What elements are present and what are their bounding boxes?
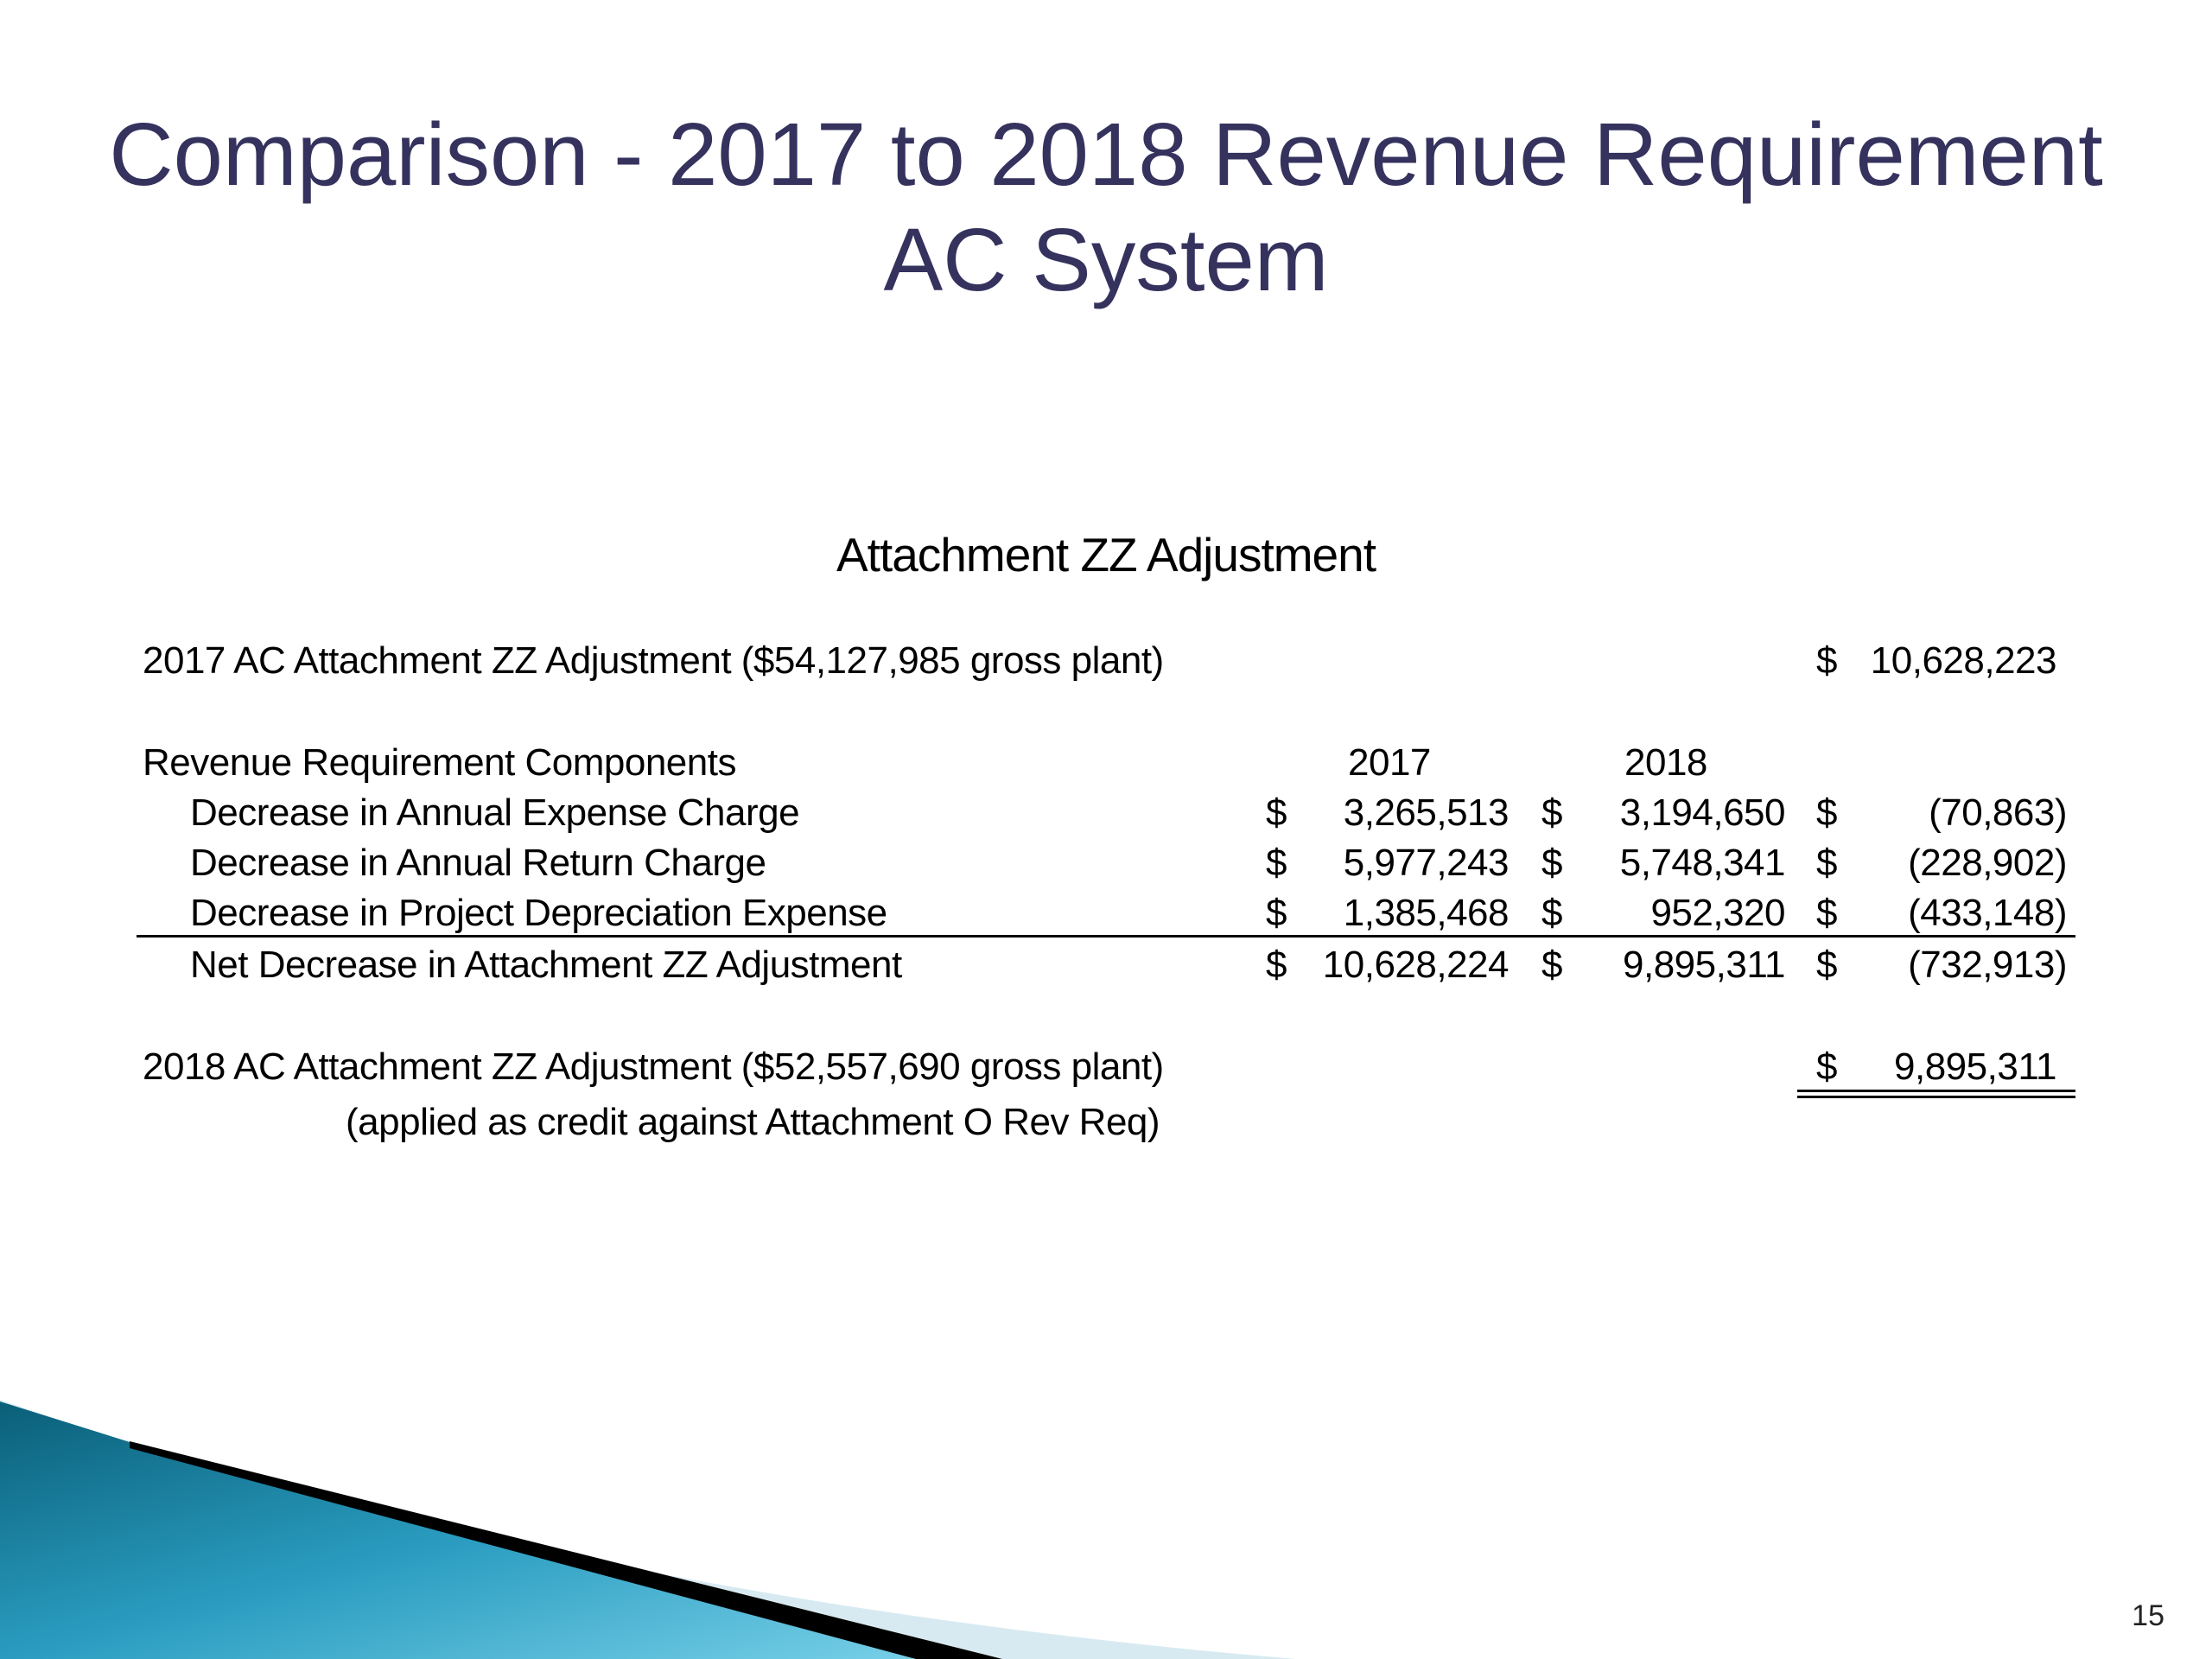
- closing-note: (applied as credit against Attachment O Rev Req): [346, 1101, 1160, 1143]
- currency-sign: $: [1541, 791, 1562, 834]
- closing-value: 9,895,311: [1894, 1046, 2056, 1088]
- row-2018-value: 952,320: [1650, 892, 1785, 934]
- row-label: Decrease in Annual Expense Charge: [190, 791, 800, 834]
- row-diff-value: (433,148): [1908, 892, 2067, 934]
- row-diff-value: (70,863): [1929, 791, 2067, 834]
- row-2018-value: 3,194,650: [1619, 791, 1785, 834]
- net-diff-value: (732,913): [1908, 944, 2067, 986]
- row-diff-value: (228,902): [1908, 842, 2067, 884]
- currency-sign: $: [1266, 892, 1287, 934]
- net-2018-value: 9,895,311: [1623, 944, 1785, 986]
- currency-sign: $: [1816, 944, 1837, 986]
- opening-value: 10,628,223: [1870, 639, 2056, 682]
- currency-sign: $: [1266, 842, 1287, 884]
- row-2017-value: 5,977,243: [1343, 842, 1509, 884]
- currency-sign: $: [1816, 791, 1837, 834]
- row-2017-value: 1,385,468: [1343, 892, 1509, 934]
- net-2017-value: 10,628,224: [1322, 944, 1509, 986]
- currency-sign: $: [1541, 842, 1562, 884]
- currency-sign: $: [1816, 892, 1837, 934]
- page-number: 15: [2132, 1599, 2164, 1632]
- currency-sign: $: [1266, 791, 1287, 834]
- row-2017-value: 3,265,513: [1343, 791, 1509, 834]
- closing-label: 2018 AC Attachment ZZ Adjustment ($52,557,690 gross plant): [143, 1046, 1164, 1088]
- slide-title-line2: AC System: [883, 210, 1329, 309]
- opening-label: 2017 AC Attachment ZZ Adjustment ($54,127,985 gross plant): [143, 639, 1164, 682]
- row-label: Decrease in Project Depreciation Expense: [190, 892, 887, 934]
- currency-sign: $: [1816, 842, 1837, 884]
- currency-sign: $: [1541, 892, 1562, 934]
- col-header-2018: 2018: [1624, 741, 1707, 784]
- col-header-2017: 2017: [1348, 741, 1431, 784]
- net-label: Net Decrease in Attachment ZZ Adjustment: [190, 944, 902, 986]
- row-2018-value: 5,748,341: [1619, 842, 1785, 884]
- table-heading: Attachment ZZ Adjustment: [836, 528, 1376, 582]
- currency-sign: $: [1541, 944, 1562, 986]
- closing-currency: $: [1816, 1046, 1837, 1088]
- currency-sign: $: [1266, 944, 1287, 986]
- components-label: Revenue Requirement Components: [143, 741, 736, 784]
- opening-currency: $: [1816, 639, 1837, 682]
- row-label: Decrease in Annual Return Charge: [190, 842, 766, 884]
- slide-title-line1: Comparison - 2017 to 2018 Revenue Requirement: [109, 105, 2103, 204]
